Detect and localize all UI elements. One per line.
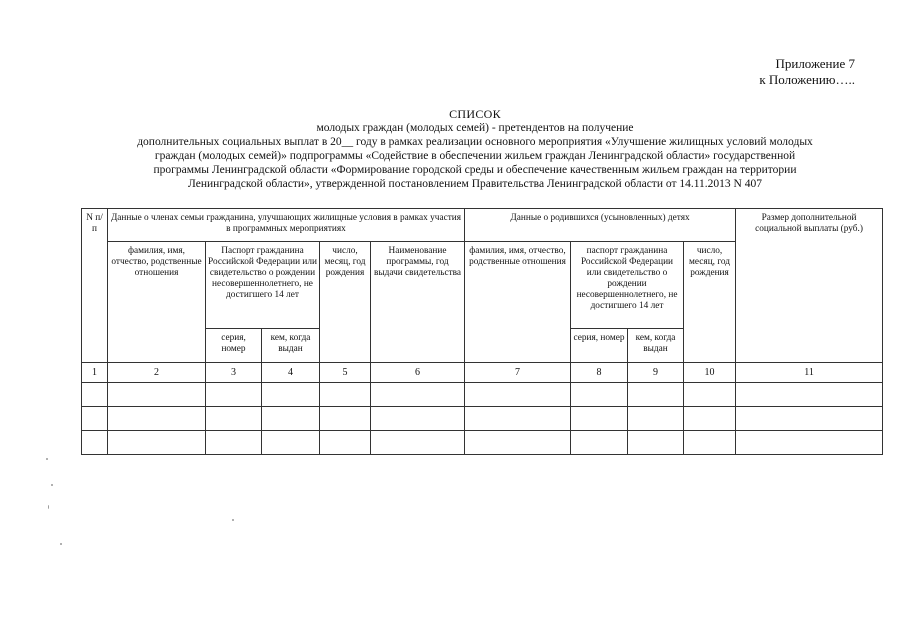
table-cell [320,407,371,431]
column-number: 9 [628,363,684,383]
table-cell [371,407,465,431]
header-program: Наименование программы, год выдачи свидетельства [371,242,465,363]
header-family-members: Данные о членах семьи гражданина, улучшающих жилищные условия в рамках участия в программных мероприятиях [108,209,465,242]
table-cell [684,431,736,455]
column-number: 3 [206,363,262,383]
table-cell [82,383,108,407]
column-number: 8 [571,363,628,383]
table-cell [82,431,108,455]
column-number: 5 [320,363,371,383]
scan-speck [51,484,53,486]
table-cell [206,407,262,431]
scan-speck [48,505,49,509]
header-member-birth: число, месяц, год рождения [320,242,371,363]
table-cell [206,383,262,407]
document-title: СПИСОК [449,107,501,121]
column-number: 6 [371,363,465,383]
table-cell [465,383,571,407]
appendix-line-1: Приложение 7 [775,56,855,71]
table-row [82,383,883,407]
header-payment: Размер дополнительной социальной выплаты (руб.) [736,209,883,363]
heading-line-3: граждан (молодых семей)» подпрограммы «Содействие в обеспечении жильем граждан Ленинградской области» государственной [154,150,796,162]
heading-line-2: дополнительных социальных выплат в 20__ году в рамках реализации основного мероприятия «Улучшение жилищных условий молодых [137,136,813,148]
scan-speck [232,519,234,521]
empty-rows [82,383,883,455]
table-cell [571,383,628,407]
table-cell [736,431,883,455]
document-heading [90,107,860,191]
table-row [82,431,883,455]
table-cell [82,407,108,431]
table-cell [262,383,320,407]
header-num: N п/п [82,209,108,363]
table-cell [628,431,684,455]
heading-line-1: молодых граждан (молодых семей) - претендентов на получение [316,122,634,134]
table-cell [465,407,571,431]
table-cell [571,407,628,431]
scan-speck [46,458,48,460]
table-cell [320,383,371,407]
header-member-series: серия, номер [206,329,262,363]
header-member-name: фамилия, имя, отчество, родственные отношения [108,242,206,363]
header-child-name: фамилия, имя, отчество, родственные отношения [465,242,571,363]
appendix-note [759,56,855,88]
header-child-birth: число, месяц, год рождения [684,242,736,363]
table-cell [262,431,320,455]
column-number: 11 [736,363,883,383]
table-cell [108,431,206,455]
table-cell [465,431,571,455]
table-cell [736,383,883,407]
table-cell [108,407,206,431]
table-cell [684,383,736,407]
table-cell [371,431,465,455]
column-number: 1 [82,363,108,383]
heading-line-5: Ленинградской области», утвержденной постановлением Правительства Ленинградской области от 14.11.2013 N 407 [188,178,762,190]
heading-line-4: программы Ленинградской области «Формирование городской среды и обеспечение качественным жильем граждан на территории [153,164,797,176]
header-child-issued: кем, когда выдан [628,329,684,363]
table-cell [371,383,465,407]
appendix-line-2: к Положению….. [759,72,855,87]
table-cell [108,383,206,407]
table-cell [320,431,371,455]
header-children: Данные о родившихся (усыновленных) детях [465,209,736,242]
header-member-passport: Паспорт гражданина Российской Федерации или свидетельство о рождении несовершеннолетнего, не достигшего 14 лет [206,242,320,329]
table-cell [262,407,320,431]
table-cell [628,383,684,407]
header-child-series: серия, номер [571,329,628,363]
scan-speck [60,543,62,545]
column-number: 10 [684,363,736,383]
table-row [82,407,883,431]
table-cell [206,431,262,455]
column-number-row [82,363,883,383]
header-member-issued: кем, когда выдан [262,329,320,363]
table-cell [736,407,883,431]
table-cell [684,407,736,431]
column-number: 2 [108,363,206,383]
candidates-table [81,208,883,455]
table-cell [571,431,628,455]
header-child-passport: паспорт гражданина Российской Федерации или свидетельство о рождении несовершеннолетнего, не достигшего 14 лет [571,242,684,329]
table-cell [628,407,684,431]
column-number: 7 [465,363,571,383]
column-number: 4 [262,363,320,383]
